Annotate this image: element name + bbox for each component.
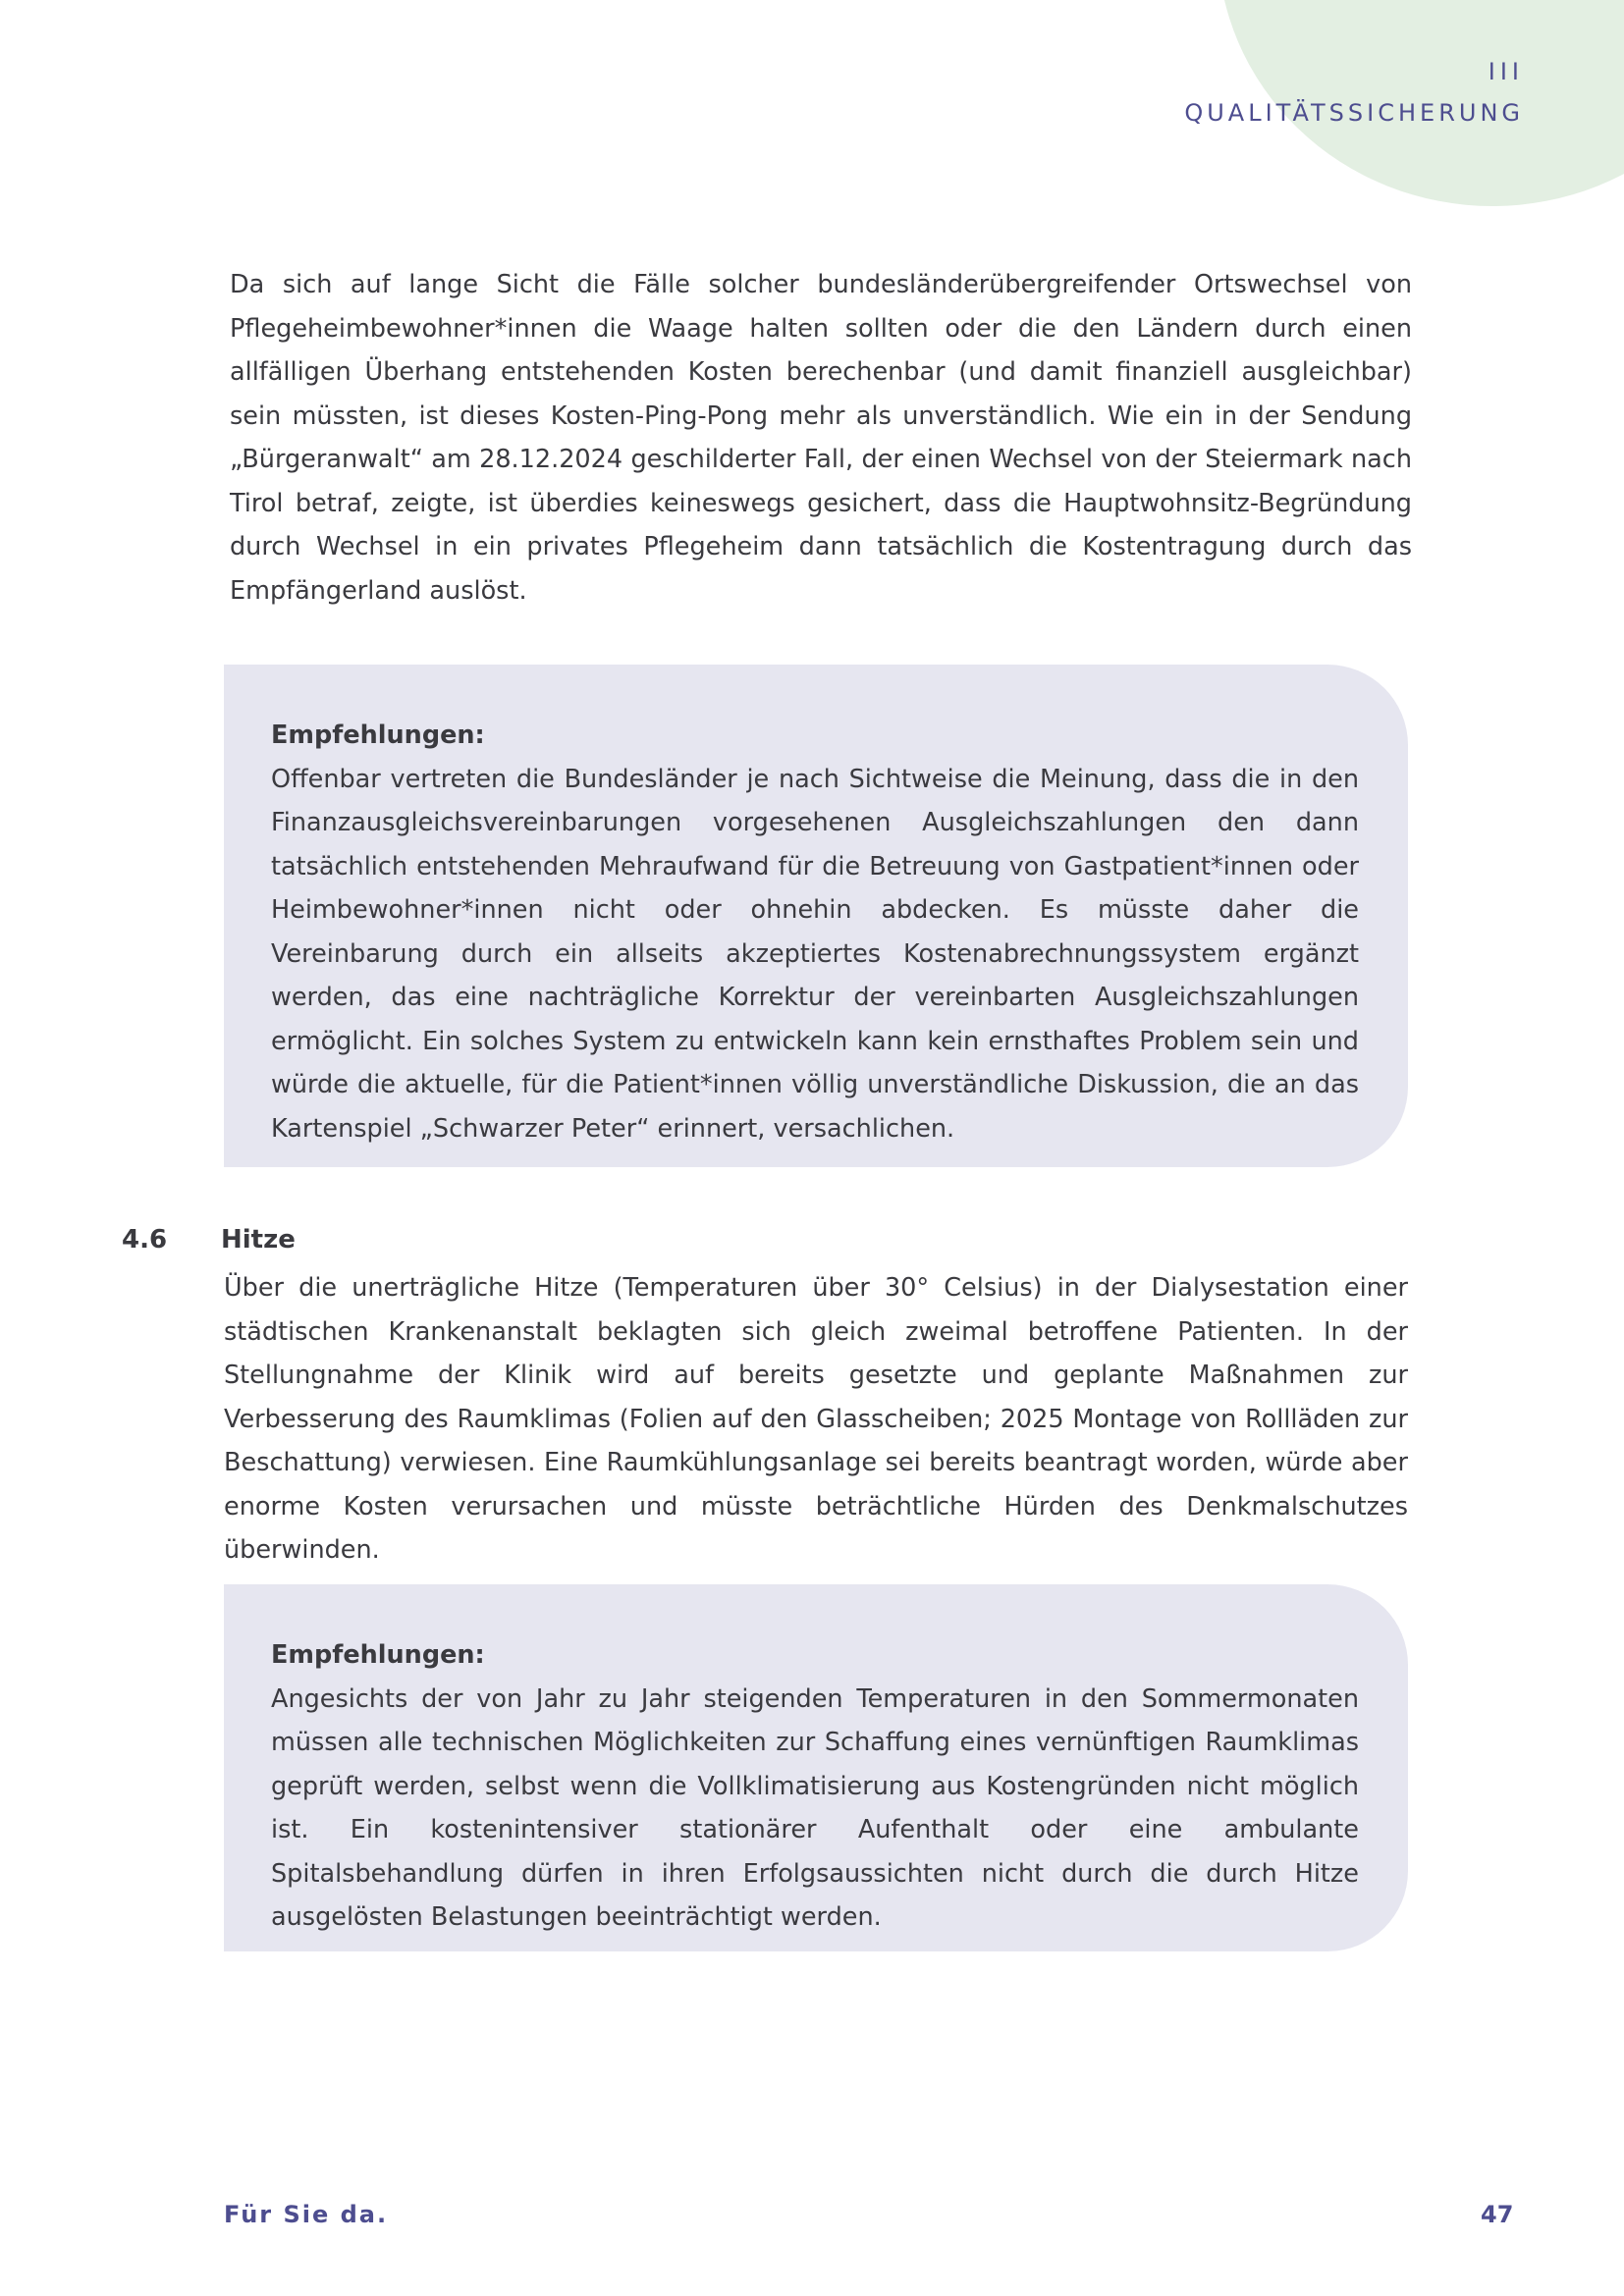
section-title: Hitze xyxy=(221,1225,296,1255)
recommendation-text: Offenbar vertreten die Bundesländer je nach Sichtweise die Meinung, dass die in den Finanzausgleichsvereinbarungen vorgesehenen Ausgleichszahlungen den dann tatsächlich entstehenden Mehraufwand für die Betreuung von Gastpatient*innen oder Heimbewohner*innen nicht oder ohnehin abdecken. Es müsste daher die Vereinbarung durch ein allseits akzeptiertes Kostenabrechnungssystem ergänzt werden, das eine nachträgliche Korrektur der vereinbarten Ausgleichszahlungen ermöglicht. Ein solches System zu entwickeln kann kein ernsthaftes Problem sein und würde die aktuelle, für die Patient*innen völlig unverständliche Diskussion, die an das Kartenspiel „Schwarzer Peter“ erinnert, versachlichen. xyxy=(271,764,1359,1144)
chapter-number: III xyxy=(1488,58,1524,85)
page-number: 47 xyxy=(1481,2201,1514,2228)
recommendation-box-1 xyxy=(224,665,1408,1167)
chapter-title: QUALITÄTSSICHERUNG xyxy=(1184,99,1524,127)
intro-paragraph: Da sich auf lange Sicht die Fälle solcher bundesländerübergreifender Ortswechsel von Pflegeheimbewohner*innen die Waage halten sollten oder die den Ländern durch einen allfälligen Überhang entstehenden Kosten berechenbar (und damit finanziell ausgleichbar) sein müssten, ist dieses Kosten-Ping-Pong mehr als unverständlich. Wie ein in der Sendung „Bürgeranwalt“ am 28.12.2024 geschilderter Fall, der einen Wechsel von der Steiermark nach Tirol betraf, zeigte, ist überdies keineswegs gesichert, dass die Hauptwohnsitz-Begründung durch Wechsel in ein privates Pflegeheim dann tatsächlich die Kostentragung durch das Empfängerland auslöst. xyxy=(230,270,1412,606)
recommendation-title: Empfehlungen: xyxy=(271,721,485,750)
running-header xyxy=(1184,57,1524,128)
section-number: 4.6 xyxy=(122,1225,168,1255)
footer-slogan: Für Sie da. xyxy=(224,2201,389,2228)
recommendation-text: Angesichts der von Jahr zu Jahr steigenden Temperaturen in den Sommermonaten müssen alle technischen Möglichkeiten zur Schaffung eines vernünftigen Raumklimas geprüft werden, selbst wenn die Vollklimatisierung aus Kostengründen nicht möglich ist. Ein kostenintensiver stationärer Aufenthalt oder eine ambulante Spitalsbehandlung dürfen in ihren Erfolgsaussichten nicht durch die durch Hitze ausgelösten Belastungen beeinträchtigt werden. xyxy=(271,1683,1359,1932)
section-paragraph: Über die unerträgliche Hitze (Temperaturen über 30° Celsius) in der Dialysestation einer städtischen Krankenanstalt beklagten sich gleich zweimal betroffene Patienten. In der Stellungnahme der Klinik wird auf bereits gesetzte und geplante Maßnahmen zur Verbesserung des Raumklimas (Folien auf den Glasscheiben; 2025 Montage von Rollläden zur Beschattung) verwiesen. Eine Raumkühlungsanlage sei bereits beantragt worden, würde aber enorme Kosten verursachen und müsste beträchtliche Hürden des Denkmalschutzes überwinden. xyxy=(224,1273,1408,1565)
recommendation-box-2 xyxy=(224,1584,1408,1951)
recommendation-title: Empfehlungen: xyxy=(271,1640,485,1670)
